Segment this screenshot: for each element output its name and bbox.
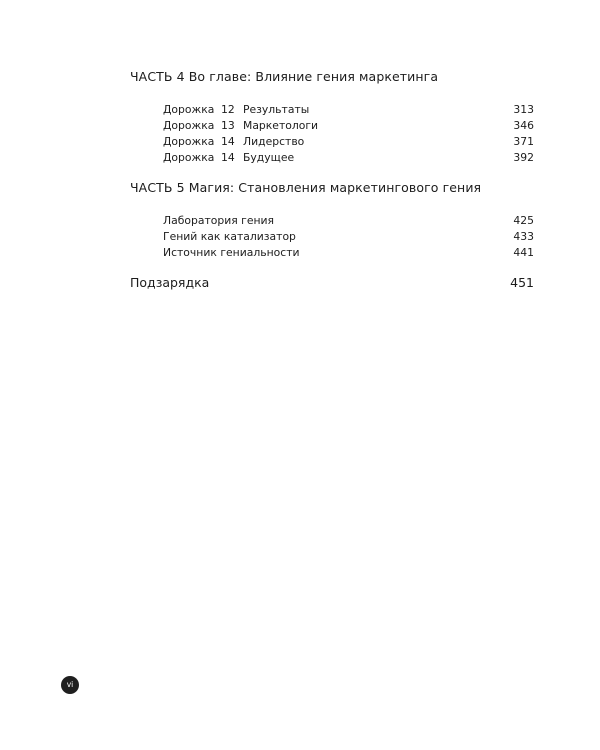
page-number: 441 xyxy=(513,246,534,259)
track-label: Дорожка xyxy=(163,151,215,164)
track-label: Дорожка xyxy=(163,135,215,148)
track-number: 14 xyxy=(221,151,235,164)
folio-badge: vi xyxy=(61,676,79,694)
page-number: 433 xyxy=(513,230,534,243)
entry-title: Гений как катализатор xyxy=(163,230,296,243)
track-number: 12 xyxy=(221,103,235,116)
track-label: Дорожка xyxy=(163,119,215,132)
entry-title: Результаты xyxy=(243,103,310,116)
track-number: 13 xyxy=(221,119,235,132)
entry-title: Маркетологи xyxy=(243,119,319,132)
entry-title: Источник гениальности xyxy=(163,246,300,259)
toc-row-part4 xyxy=(163,134,534,149)
part4-heading: ЧАСТЬ 4 Во главе: Влияние гения маркетинга xyxy=(130,69,439,84)
entry-title: Лаборатория гения xyxy=(163,214,275,227)
track-number: 14 xyxy=(221,135,235,148)
toc-row-part5 xyxy=(163,229,534,244)
entry-title: Лидерство xyxy=(243,135,305,148)
page-number: 425 xyxy=(513,214,534,227)
page-number: 346 xyxy=(513,119,534,132)
toc-row-part4 xyxy=(163,118,534,133)
toc-row-part5 xyxy=(163,245,534,260)
part5-heading: ЧАСТЬ 5 Магия: Становления маркетингового гения xyxy=(130,180,482,195)
toc-row-final xyxy=(130,274,534,292)
toc-row-part4 xyxy=(163,150,534,165)
page-number: 392 xyxy=(513,151,534,164)
final-entry-title: Подзарядка xyxy=(130,275,210,290)
toc-row-part4 xyxy=(163,102,534,117)
toc-row-part5 xyxy=(163,213,534,228)
page-number: 313 xyxy=(513,103,534,116)
page-number: 451 xyxy=(510,275,534,290)
page-number: 371 xyxy=(513,135,534,148)
entry-title: Будущее xyxy=(243,151,295,164)
track-label: Дорожка xyxy=(163,103,215,116)
